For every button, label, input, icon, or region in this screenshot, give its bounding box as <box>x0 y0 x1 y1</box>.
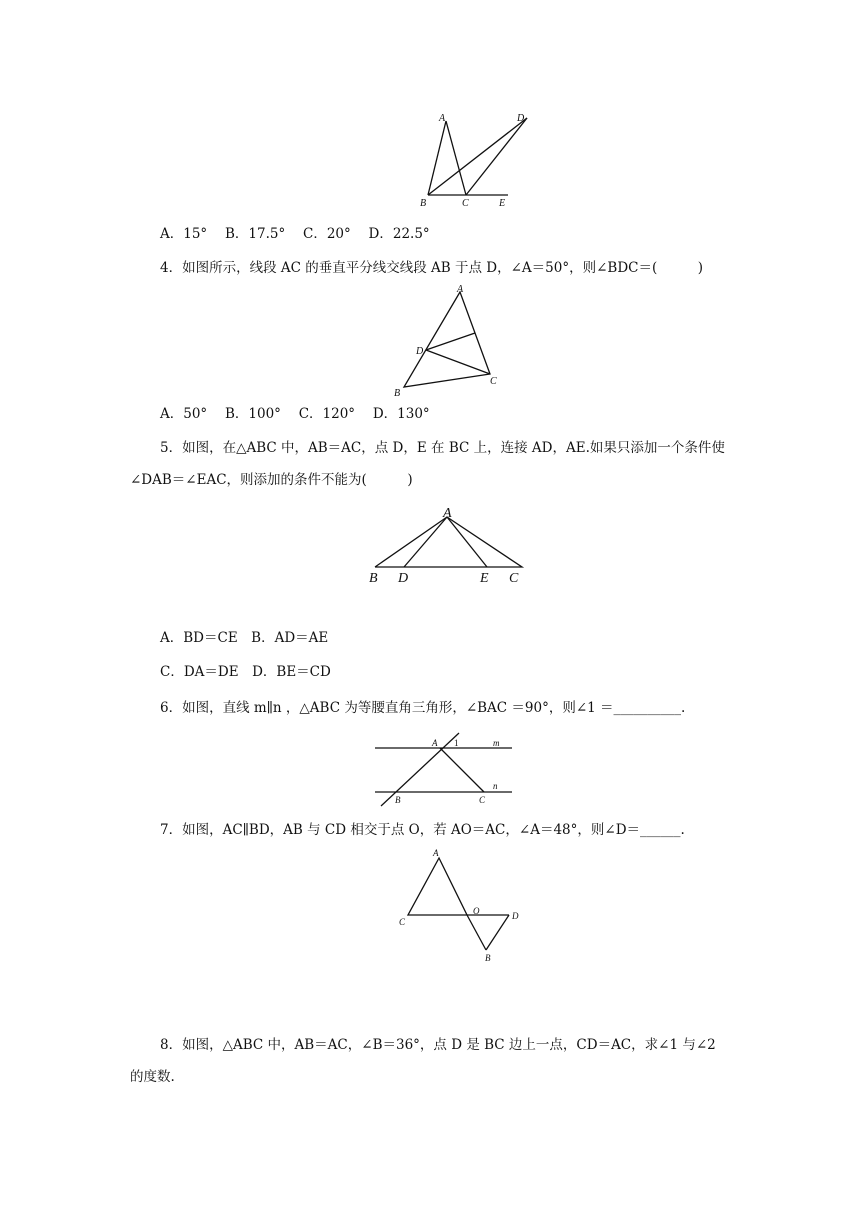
q8-stem-line1: 8．如图，△ABC 中，AB＝AC，∠B＝36°，点 D 是 BC 边上一点，CD＝AC，求∠1 与∠2 <box>160 1037 716 1053</box>
q5-stem-line1: 5．如图，在△ABC 中，AB＝AC，点 D，E 在 BC 上，连接 AD，AE.如果只添加一个条件使 <box>160 440 725 456</box>
q4-label-b: B <box>394 388 401 399</box>
q7-label-o: O <box>473 906 480 916</box>
q5-triangle-abc <box>375 517 522 567</box>
q4-triangle-abc <box>404 292 490 387</box>
q7-segment-bd <box>486 915 509 950</box>
q4-stem: 4．如图所示，线段 AC 的垂直平分线交线段 AB 于点 D，∠A＝50°，则∠BDC＝( ) <box>160 260 704 276</box>
q7-label-b: B <box>485 953 491 963</box>
q4-options: A．50° B．100° C．120° D．130° <box>160 406 430 422</box>
q5-label-e: E <box>480 571 489 586</box>
q6-label-b: B <box>395 795 401 805</box>
q4-segment-de <box>426 333 475 350</box>
q7-label-a: A <box>433 848 439 858</box>
q3-segment-cd <box>466 118 527 195</box>
q6-label-c: C <box>479 795 486 805</box>
q3-label-b: B <box>420 198 427 209</box>
q4-label-a: A <box>457 284 464 295</box>
q8-stem-line2: 的度数. <box>130 1069 175 1085</box>
q5-label-a: A <box>443 506 452 521</box>
q5-options-line1: A．BD＝CE B．AD＝AE <box>160 630 329 646</box>
q3-segment-bd <box>428 118 527 195</box>
q6-label-m: m <box>493 738 500 748</box>
q6-line-through-b-a <box>381 733 459 806</box>
q5-label-d: D <box>398 571 409 586</box>
q3-label-a: A <box>439 113 446 124</box>
q4-label-d: D <box>416 346 424 357</box>
q3-options: A．15° B．17.5° C．20° D．22.5° <box>160 226 430 242</box>
q5-label-c: C <box>509 571 519 586</box>
q7-stem: 7．如图，AC∥BD，AB 与 CD 相交于点 O，若 AO＝AC，∠A＝48°，则∠D＝______. <box>160 822 685 838</box>
q3-segment-ac <box>446 121 466 195</box>
q6-segment-ac <box>440 748 484 792</box>
q7-triangle-aco <box>408 858 467 915</box>
q7-label-d: D <box>512 911 519 921</box>
q5-segment-ae <box>447 517 487 567</box>
q4-segment-dc <box>426 350 490 374</box>
q7-segment-ob <box>467 915 486 950</box>
q3-label-e: E <box>499 198 506 209</box>
q6-label-angle-1: 1 <box>454 738 459 748</box>
q5-label-b: B <box>369 571 378 586</box>
q3-label-d: D <box>517 113 525 124</box>
q5-options-line2: C．DA＝DE D．BE＝CD <box>160 664 331 680</box>
q4-label-c: C <box>490 376 497 387</box>
q6-label-a: A <box>432 738 438 748</box>
q3-label-c: C <box>462 198 469 209</box>
q5-stem-line2: ∠DAB＝∠EAC，则添加的条件不能为( ) <box>130 472 413 488</box>
q6-stem: 6．如图，直线 m∥n ，△ABC 为等腰直角三角形，∠BAC ＝90°，则∠1 ＝__________. <box>160 700 686 716</box>
q6-label-n: n <box>493 781 498 791</box>
q7-label-c: C <box>399 917 406 927</box>
